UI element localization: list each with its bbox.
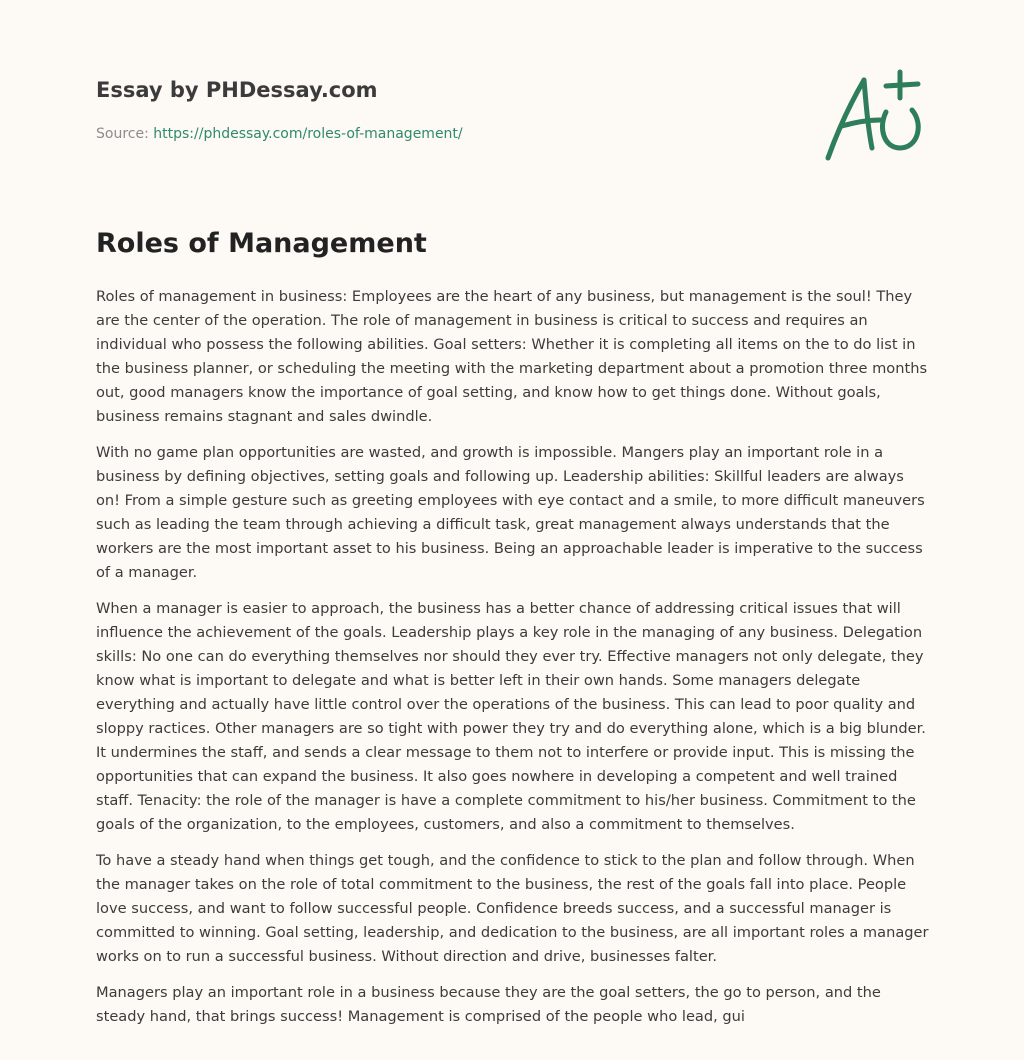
site-title: Essay by PHDessay.com	[96, 78, 378, 102]
source-link[interactable]: https://phdessay.com/roles-of-management/	[153, 126, 463, 142]
essay-paragraph: When a manager is easier to approach, the business has a better chance of addressing critical issues that will influence the achievement of the goals. Leadership plays a key role in the managing of any business. Delegation skills: No one can do everything themselves nor should they ever try. Effective managers not only delegate, they know what is important to delegate and what is better left in their own hands. Some managers delegate everything and actually have little control over the operations of the business. This can lead to poor quality and sloppy ractices. Other managers are so tight with power they try and do everything alone, which is a big blunder. It undermines the staff, and sends a clear message to them not to interfere or provide input. This is missing the opportunities that can expand the business. It also goes nowhere in developing a competent and well trained staff. Tenacity: the role of the manager is have a complete commitment to his/her business. Commitment to the goals of the organization, to the employees, customers, and also a commitment to themselves.	[96, 600, 926, 833]
essay-title: Roles of Management	[96, 228, 427, 259]
essay-paragraph: To have a steady hand when things get tough, and the confidence to stick to the plan and follow through. When the manager takes on the role of total commitment to the business, the rest of the goals fall into place. People love success, and want to follow successful people. Confidence breeds success, and a successful manager is committed to winning. Goal setting, leadership, and dedication to the business, are all important roles a manager works on to run a successful business. Without direction and drive, businesses falter.	[96, 852, 929, 965]
source-line	[96, 124, 796, 144]
source-label: Source:	[96, 126, 154, 142]
a-plus-grade-icon	[820, 68, 930, 168]
essay-paragraph: Roles of management in business: Employees are the heart of any business, but management is the soul! They are the center of the operation. The role of management in business is critical to success and requires an individual who possess the following abilities. Goal setters: Whether it is completing all items on the to do list in the business planner, or scheduling the meeting with the marketing department about a promotion three months out, good managers know the importance of goal setting, and know how to get things done. Without goals, business remains stagnant and sales dwindle.	[96, 288, 928, 425]
page-header	[96, 76, 796, 144]
essay-body	[96, 285, 932, 1041]
essay-paragraph: Managers play an important role in a business because they are the goal setters, the go to person, and the steady hand, that brings success! Management is comprised of the people who lead, gui	[96, 984, 881, 1025]
essay-paragraph: With no game plan opportunities are wasted, and growth is impossible. Mangers play an important role in a business by defining objectives, setting goals and following up. Leadership abilities: Skillful leaders are always on! From a simple gesture such as greeting employees with eye contact and a smile, to more difficult maneuvers such as leading the team through achieving a difficult task, great management always understands that the workers are the most important asset to his business. Being an approachable leader is imperative to the success of a manager.	[96, 444, 925, 581]
